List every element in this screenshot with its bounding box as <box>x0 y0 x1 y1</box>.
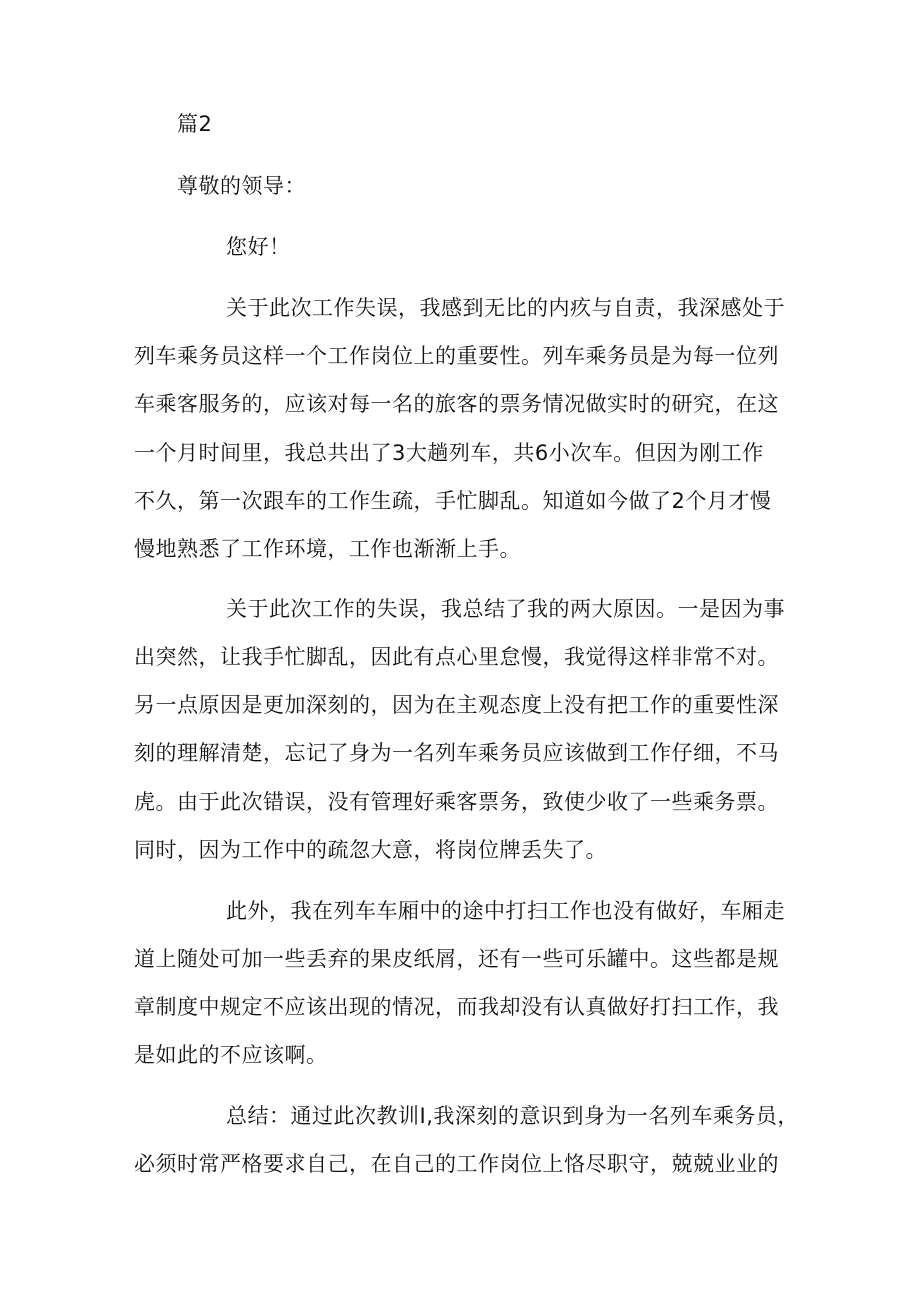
paragraph-1-line-3: 车乘客服务的，应该对每一名的旅客的票务情况做实时的研究，在这 <box>134 392 779 416</box>
paragraph-1-line-1: 关于此次工作失误，我感到无比的内疚与自责，我深感处于 <box>226 296 785 320</box>
paragraph-3-line-2: 道上随处可加一些丢弃的果皮纸屑，还有一些可乐罐中。这些都是规 <box>134 947 779 971</box>
paragraph-3-line-3: 章制度中规定不应该出现的情况，而我却没有认真做好打扫工作，我 <box>134 995 779 1019</box>
paragraph-4-line-2: 必须时常严格要求自己，在自己的工作岗位上恪尽职守，兢兢业业的 <box>134 1152 779 1176</box>
paragraph-2-line-6: 同时，因为工作中的疏忽大意，将岗位牌丢失了。 <box>134 838 607 862</box>
paragraph-2-line-3: 另一点原因是更加深刻的，因为在主观态度上没有把工作的重要性深 <box>134 693 779 717</box>
paragraph-1-line-2: 列车乘务员这样一个工作岗位上的重要性。列车乘务员是为每一位列 <box>134 344 779 368</box>
salutation: 尊敬的领导： <box>177 174 306 198</box>
paragraph-1-line-6: 慢地熟悉了工作环境，工作也渐渐上手。 <box>134 537 521 561</box>
paragraph-2-line-4: 刻的理解清楚，忘记了身为一名列车乘务员应该做到工作仔细，不马 <box>134 741 779 765</box>
paragraph-2-line-2: 出突然，让我手忙脚乱，因此有点心里怠慢，我觉得这样非常不对。 <box>134 645 779 669</box>
paragraph-3-line-1: 此外，我在列车车厢中的途中打扫工作也没有做好，车厢走 <box>226 899 785 923</box>
paragraph-2-line-5: 虎。由于此次错误，没有管理好乘客票务，致使少收了一些乘务票。 <box>134 790 779 814</box>
paragraph-1-line-4: 一个月时间里，我总共出了3大趟列车，共6小次车。但因为刚工作 <box>134 441 764 465</box>
paragraph-1-line-5: 不久，第一次跟车的工作生疏，手忙脚乱。知道如今做了2个月才慢 <box>134 489 772 513</box>
paragraph-3-line-4: 是如此的不应该啊。 <box>134 1043 328 1067</box>
paragraph-4-line-1: 总结：通过此次教训I,我深刻的意识到身为一名列车乘务员， <box>226 1104 799 1128</box>
paragraph-2-line-1: 关于此次工作的失误，我总结了我的两大原因。一是因为事 <box>226 597 785 621</box>
greeting: 您好！ <box>226 235 291 259</box>
section-title: 篇2 <box>177 112 213 136</box>
